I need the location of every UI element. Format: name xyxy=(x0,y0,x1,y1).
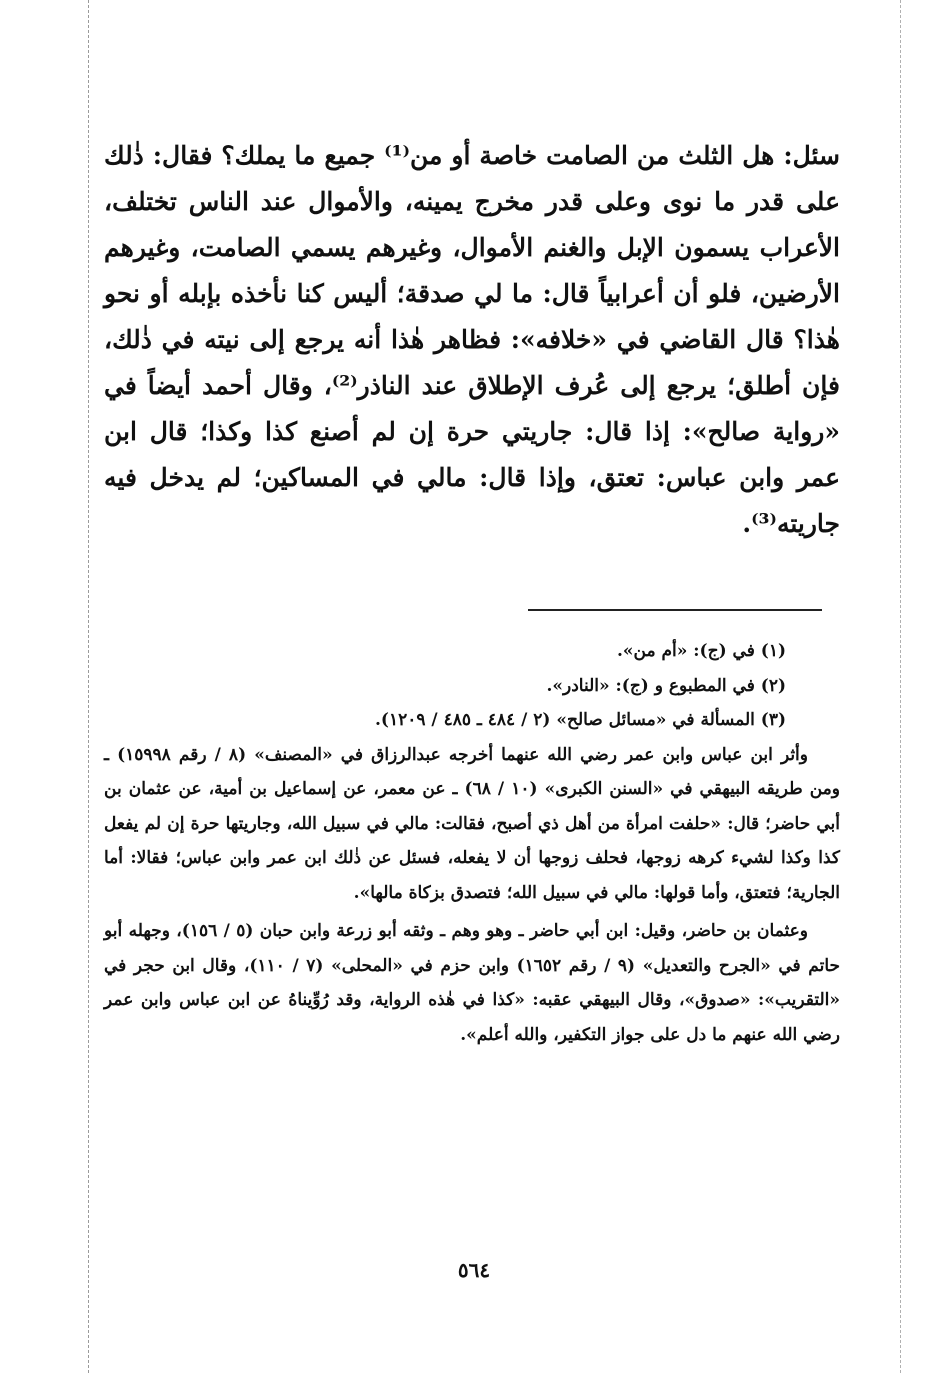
main-paragraph: سئل: هل الثلث من الصامت خاصة أو من⁽¹⁾ جميع ما يملك؟ فقال: ذٰلك على قدر ما نوى وعلى قدر مخرج يمينه، والأموال عند الناس تختلف، الأعراب يسمون الإبل والغنم الأموال، وغيرهم يسمي الصامت، وغيرهم الأرضين، فلو أن أعرابياً قال: ما لي صدقة؛ أليس كنا نأخذه بإبله أو نحو هٰذا؟ قال القاضي في «خلافه»: فظاهر هٰذا أنه يرجع إلى نيته في ذٰلك، فإن أطلق؛ يرجع إلى عُرف الإطلاق عند الناذر⁽²⁾، وقال أحمد أيضاً في «رواية صالح»: إذا قال: جاريتي حرة إن لم أصنع كذا وكذا؛ قال ابن عمر وابن عباس: تعتق، وإذا قال: مالي في المساكين؛ لم يدخل فيه جاريته⁽³⁾. xyxy=(104,141,840,538)
footnotes-block xyxy=(104,634,840,1052)
footnote-3-paragraph-2: وعثمان بن حاضر، وقيل: ابن أبي حاضر ـ وهو وهم ـ وثقه أبو زرعة وابن حبان (٥ / ١٥٦)، وجهله أبو حاتم في «الجرح والتعديل» (٩ / رقم ١٦٥٢) وابن حزم في «المحلى» (٧ / ١١٠)، وقال ابن حجر في «التقريب»: «صدوق»، وقال البيهقي عقبه: «كذا في هٰذه الرواية، وقد رُوِّيناهُ عن ابن عباس وابن عمر رضي الله عنهم ما دل على جواز التكفير، والله أعلم». xyxy=(104,921,841,1045)
footnote-1: (١) في (ج): «أم من». xyxy=(616,641,786,661)
footnote-3: (٣) المسألة في «مسائل صالح» (٢ / ٤٨٤ ـ ٤٨٥ / ١٢٠٩). xyxy=(375,710,786,730)
main-text-block xyxy=(104,133,840,547)
page-number: ٥٦٤ xyxy=(457,1258,491,1282)
footnote-separator xyxy=(528,609,822,611)
footnote-3-paragraph-1: وأثر ابن عباس وابن عمر رضي الله عنهما أخرجه عبدالرزاق في «المصنف» (٨ / رقم ١٥٩٩٨) ـ ومن طريقه البيهقي في «السنن الكبرى» (١٠ / ٦٨) ـ عن معمر، عن إسماعيل بن أمية، عن عثمان بن أبي حاضر؛ قال: «حلفت امرأة من أهل ذي أصبح، فقالت: مالي في سبيل الله، وجاريتها حرة إن لم يفعل كذا وكذا لشيء كرهه زوجها، فحلف زوجها أن لا يفعله، فسئل عن ذٰلك ابن عمر وابن عباس؛ فقالا: أما الجارية؛ فتعتق، وأما قولها: مالي في سبيل الله؛ فتصدق بزكاة مالها». xyxy=(104,744,841,903)
scan-edge-left xyxy=(88,0,89,1373)
footnote-2: (٢) في المطبوع و (ج): «النادر». xyxy=(546,675,786,696)
scan-edge-right xyxy=(900,0,901,1373)
